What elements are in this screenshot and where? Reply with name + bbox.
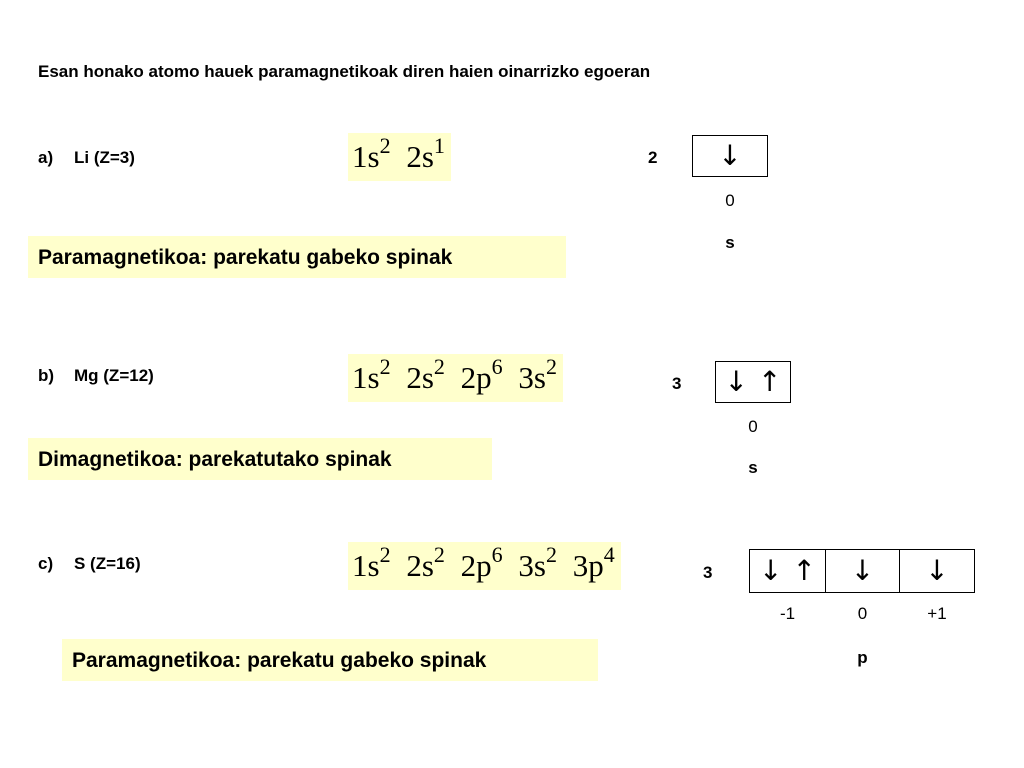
orbital-box (749, 549, 826, 593)
config-term: $1s^2$ (352, 354, 391, 395)
ml-value: 0 (748, 417, 758, 436)
spin-down-arrow: ↓ (850, 554, 875, 587)
config-term: $3s^2$ (518, 542, 557, 583)
config-term: $2s^2$ (406, 542, 445, 583)
config-term: $2p^6$ (460, 354, 503, 395)
config-term: $1s^2$ (352, 133, 391, 174)
subshell-label: s (725, 233, 735, 252)
ml-value: +1 (927, 604, 947, 623)
subshell-label: p (857, 648, 868, 667)
config-term: $2s^1$ (406, 133, 445, 174)
electron-configuration-li (348, 133, 451, 181)
orbital-box (692, 135, 768, 177)
shell-number: 2 (648, 148, 658, 167)
item-a-label (38, 148, 135, 168)
verdict-box-mg: Dimagnetikoa: parekatutako spinak (28, 438, 492, 480)
spin-up-arrow: ↑ (792, 554, 816, 587)
spin-down-arrow: ↓ (759, 554, 783, 587)
spin-down-arrow: ↓ (718, 139, 742, 172)
ml-value: 0 (725, 191, 735, 210)
item-b-label (38, 366, 154, 386)
atom-name: Mg (Z=12) (74, 366, 154, 385)
config-term: $1s^2$ (352, 542, 391, 583)
verdict-box-li: Paramagnetikoa: parekatu gabeko spinak (28, 236, 566, 278)
item-letter: b) (38, 366, 55, 385)
shell-number: 3 (703, 563, 713, 582)
orbital-box (899, 549, 975, 593)
item-letter: c) (38, 554, 54, 573)
spin-down-arrow: ↓ (724, 365, 748, 398)
item-letter: a) (38, 148, 54, 167)
item-c-label (38, 554, 141, 574)
atom-name: S (Z=16) (74, 554, 141, 573)
atom-name: Li (Z=3) (74, 148, 135, 167)
config-term: $2s^2$ (406, 354, 445, 395)
verdict-box-s: Paramagnetikoa: parekatu gabeko spinak (62, 639, 598, 681)
shell-number: 3 (672, 374, 682, 393)
ml-value: -1 (779, 604, 796, 623)
electron-configuration-s (348, 542, 621, 590)
config-term: $3s^2$ (518, 354, 557, 395)
spin-up-arrow: ↑ (758, 365, 782, 398)
orbital-box (825, 549, 900, 593)
config-term: $3p^4$ (572, 542, 615, 583)
config-term: $2p^6$ (460, 542, 503, 583)
spin-down-arrow: ↓ (925, 554, 949, 587)
page-title: Esan honako atomo hauek paramagnetikoak diren haien oinarrizko egoeran (38, 62, 651, 81)
subshell-label: s (748, 458, 758, 477)
electron-configuration-mg (348, 354, 563, 402)
ml-value: 0 (857, 604, 868, 623)
orbital-box (715, 361, 791, 403)
